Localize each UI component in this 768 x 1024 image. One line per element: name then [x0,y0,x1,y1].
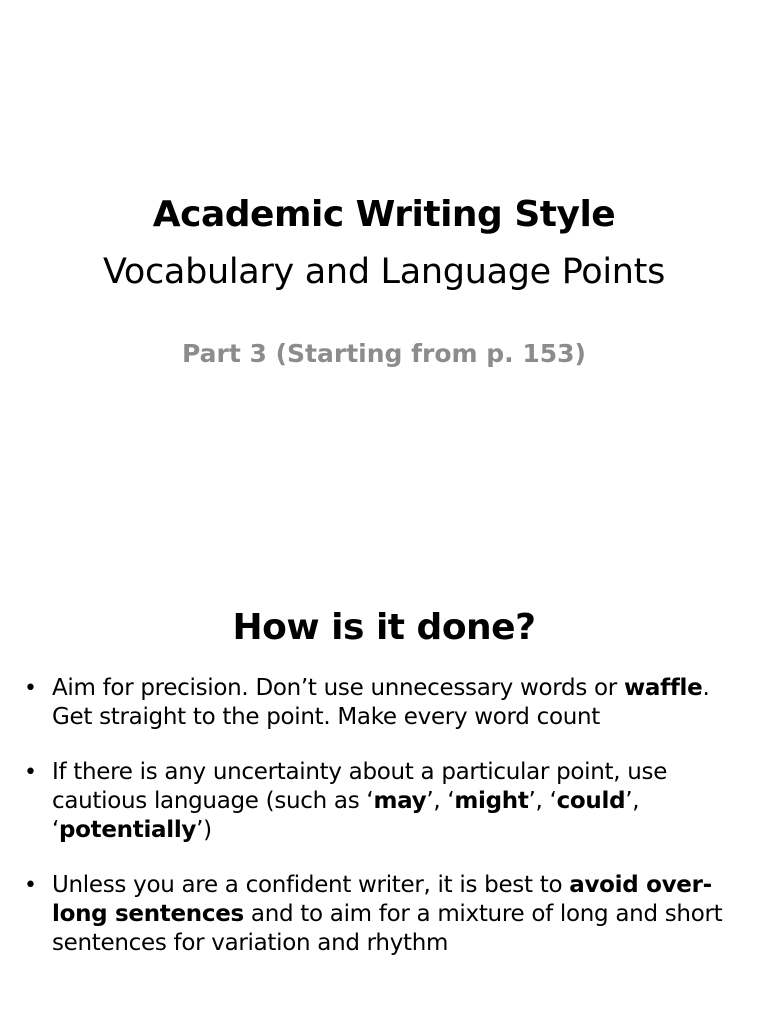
bullet-icon: • [24,873,37,898]
bullet-text: Unless you are a confident writer, it is best to [52,872,570,898]
bullet-item [24,871,752,958]
bullet-item [24,674,752,732]
content-slide [0,512,768,1024]
bullet-text: ’, ‘ [426,788,455,814]
bullet-text: Aim for precision. Don’t use unnecessary words or [52,675,624,701]
bullet-emphasis: may [373,788,427,814]
slide-heading: How is it done? [232,607,536,648]
bullet-emphasis: potentially [59,817,197,843]
slide-title-line-2: Vocabulary and Language Points [102,252,666,292]
bullet-emphasis: avoid over-long sentences [52,872,712,927]
bullet-icon: • [24,760,37,785]
bullet-icon: • [24,676,37,701]
bullet-text: . Get straight to the point. Make every word count [52,675,710,730]
bullet-text: and to aim for a mixture of long and short sentences for variation and rhythm [52,901,723,956]
bullet-item [24,758,752,845]
bullet-list [24,674,752,984]
bullet-text: ’, ‘ [52,788,640,843]
part-subtitle: Part 3 (Starting from p. 153) [182,339,586,368]
bullet-emphasis: could [556,788,626,814]
slide-title: Academic Writing Style [152,194,616,235]
bullet-emphasis: waffle [623,675,703,701]
bullet-text: ’, ‘ [528,788,557,814]
bullet-emphasis: might [454,788,529,814]
bullet-text: If there is any uncertainty about a particular point, use cautious language (such as ‘ [52,759,668,814]
bullet-text: ’) [196,817,212,843]
